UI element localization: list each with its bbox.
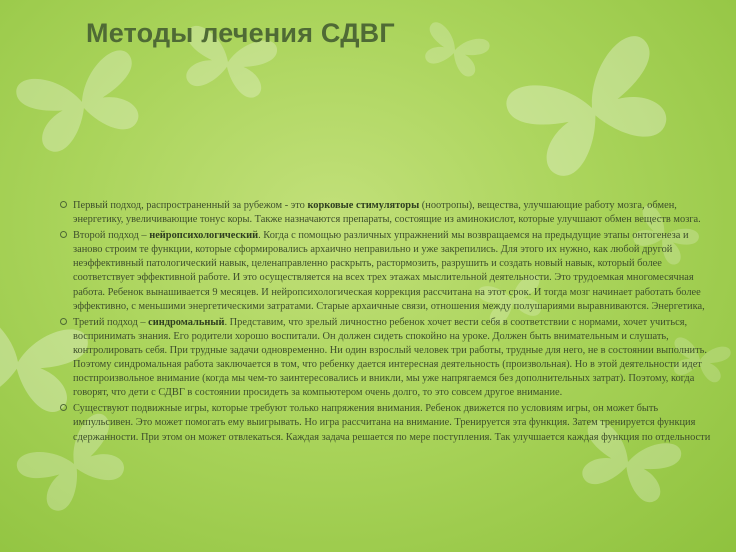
bullet-circle-icon [60,318,67,325]
bullet-item [60,316,718,401]
bullet-text-post: . Представим, что зрелый личностно ребенок хочет вести себя в соответствии с нормами, хочет учиться, воспринимать знания. Его родители хорошо воспитали. Он должен сидеть спокойно на уроке. Должен быть внимательным и слушать, контролировать себя. При трудные задачи одновременно. Ни один взрослый человек три работы, трудные для него, не в состоянии выполнить. Поэтому синдромальная работа заключается в том, что ребенку дается интересная деятельность (произвольная). Но в этой деятельности идет постпроизвольное внимание (когда мы чем-то заинтересовались и вникли, мы уже напрягаемся без дополнительных затрат). Поэтому, когда говорят, что дети с СДВГ в состоянии просидеть за компьютером очень долго, то это совсем другое внимание. [73,316,707,399]
bullet-item [60,229,718,314]
bullet-text-bold: корковые стимуляторы [307,200,420,211]
bullet-circle-icon [60,404,67,411]
butterfly-icon [418,20,491,80]
bullet-item [60,199,718,227]
bullet-text-pre: Второй подход – [73,230,150,242]
bullet-text-pre: Третий подход – [73,316,149,328]
slide-title: Методы лечения СДВГ [86,18,395,48]
bullet-text-bold: нейропсихологический [149,230,259,242]
bullet-text-post: (ноотропы), вещества, улучшающие работу мозга, обмен, энергетику, увеличивающие тонус коры. Также назначаются препараты, состоящие из аминокислот, которые улучшают обмен веществ мозга. [73,200,701,226]
bullet-item [60,402,718,444]
bullet-text-pre: Первый подход, распространенный за рубежом - это [73,200,308,211]
bullet-text-post: . Когда с помощью различных упражнений мы возвращаемся на предыдущие этапы онтогенеза и заново строим те функции, которые сформировались архаично неправильно и уже закрепились. Для этого их нужно, как любой другой неэффективный патологический навык, целенаправленно раскрыть, растормозить, разрушить и создать новый навык, который более соответствует эффективной работе. И это осуществляется на всех трех этажах мыслительной деятельности. Это трудоемкая многомесячная работа. Ребенок вынашивается 9 месяцев. И нейропсихологическая коррекция рассчитана на этот срок. И тогда мозг начинает работать более эффективно, с меньшими энергетическими затратами. Старые архаичные связи, отношения между полушариями выравниваются. Энергетика, [73,230,705,312]
bullet-text-bold: синдромальный [148,316,225,328]
bullet-text-pre: Существуют подвижные игры, которые требуют только напряжения внимания. Ребенок движется по условиям игры, он может быть импульсивен. Это может помогать ему выигрывать. Но игра рассчитана на внимание. Тренируется эта функция. Затем тренируется функция сдержанности. При этом он может отвлекаться. Каждая задача решается по мере поступления. Так улучшается каждая функция по отдельности [73,403,711,443]
bullet-list [60,199,718,447]
bullet-circle-icon [60,201,67,208]
butterfly-icon [501,31,683,187]
butterfly-icon [13,47,151,158]
bullet-circle-icon [60,231,67,238]
